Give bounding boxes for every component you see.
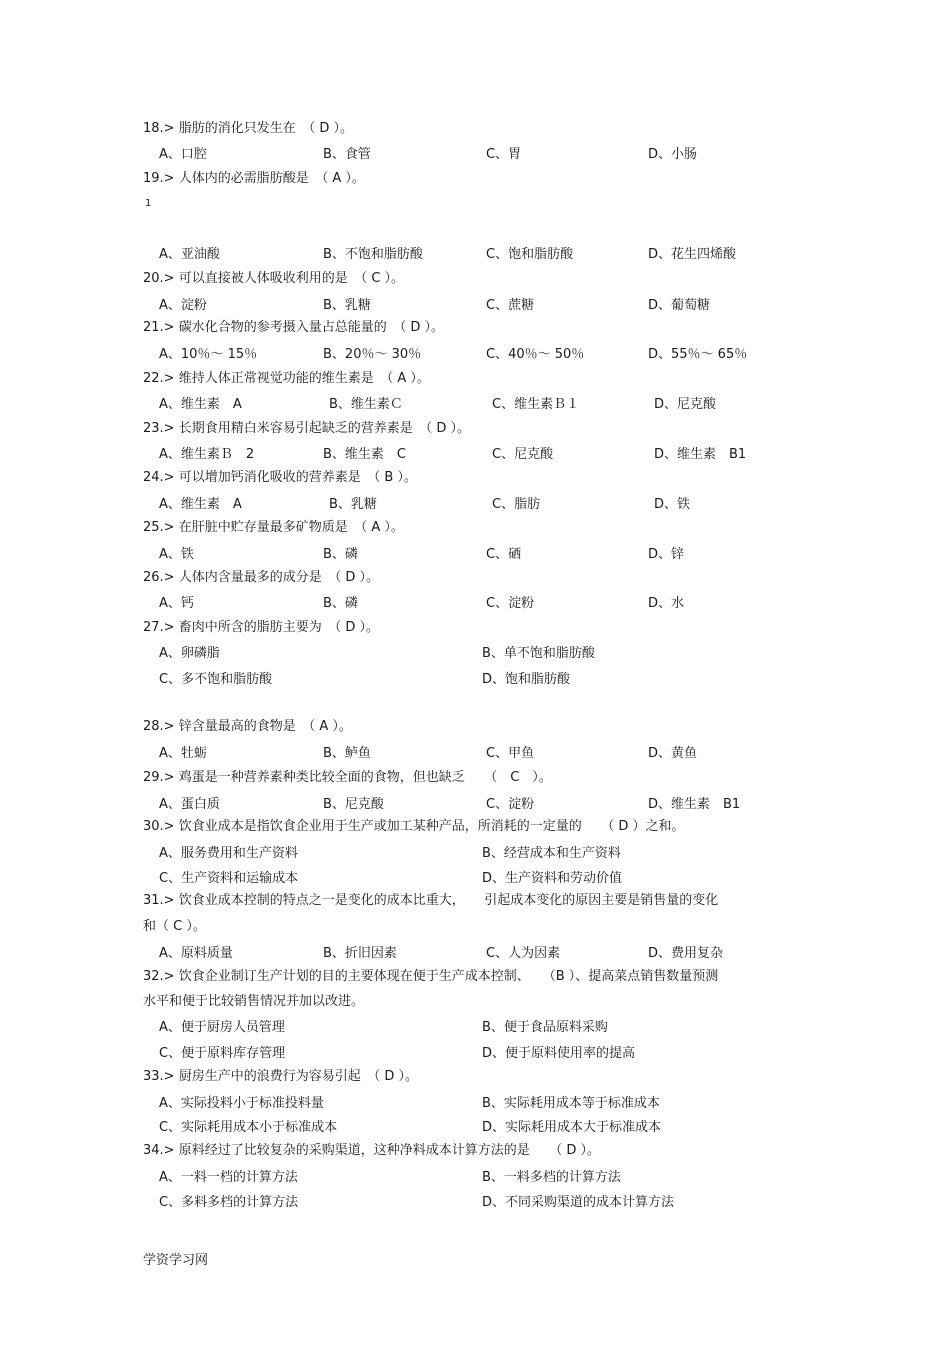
q32-option-a: A、便于厨房人员管理 (159, 1020, 285, 1035)
q30-option-b: B、经营成本和生产资料 (482, 846, 621, 861)
q31-option-c: C、人为因素 (486, 946, 561, 961)
question-27-stem: 27.> 畜肉中所含的脂肪主要为 （ D ）。 (143, 620, 379, 635)
q29-option-b: B、尼克酸 (323, 797, 384, 812)
q34-option-c: C、多料多档的计算方法 (159, 1195, 299, 1210)
q23-option-b: B、维生素 C (323, 447, 406, 462)
q31-option-b: B、折旧因素 (323, 946, 397, 961)
question-34-stem: 34.> 原料经过了比较复杂的采购渠道，这种净料成本计算方法的是 （ D ）。 (143, 1143, 600, 1158)
q20-option-c: C、蔗糖 (486, 298, 535, 313)
q27-option-c: C、多不饱和脂肪酸 (159, 672, 273, 687)
q26-option-d: D、水 (648, 596, 685, 611)
q23-option-c: C、尼克酸 (492, 447, 554, 462)
q22-option-d: D、尼克酸 (654, 397, 717, 412)
q33-option-b: B、实际耗用成本等于标准成本 (482, 1096, 660, 1111)
question-18-stem: 18.> 脂肪的消化只发生在 （ D ）。 (143, 121, 353, 136)
q26-option-b: B、磷 (323, 596, 358, 611)
q18-option-c: C、胃 (486, 147, 522, 162)
q25-option-a: A、铁 (159, 547, 194, 562)
q28-option-b: B、鲈鱼 (323, 746, 371, 761)
question-23-stem: 23.> 长期食用精白米容易引起缺乏的营养素是 （ D ）。 (143, 421, 470, 436)
q32-option-c: C、便于原料库存管理 (159, 1046, 286, 1061)
q24-option-b: B、乳糖 (329, 497, 377, 512)
q27-option-b: B、单不饱和脂肪酸 (482, 646, 595, 661)
q18-option-a: A、口腔 (159, 147, 207, 162)
q20-option-d: D、葡萄糖 (648, 298, 711, 313)
q29-option-d: D、维生素 B1 (648, 797, 741, 812)
q27-option-a: A、卵磷脂 (159, 646, 220, 661)
q21-option-b: B、20％～ 30％ (323, 347, 422, 362)
q32-option-d: D、便于原料使用率的提高 (482, 1046, 636, 1061)
q33-option-c: C、实际耗用成本小于标准成本 (159, 1120, 338, 1135)
q22-option-b: B、维生素Ｃ (329, 397, 403, 412)
question-32-stem: 32.> 饮食企业制订生产计划的目的主要体现在便于生产成本控制、 （B ）、提高菜点销售数量预测 (143, 969, 719, 984)
q18-option-b: B、食管 (323, 147, 371, 162)
q29-option-a: A、蛋白质 (159, 797, 220, 812)
q30-option-c: C、生产资料和运输成本 (159, 871, 299, 886)
question-19-stem: 19.> 人体内的必需脂肪酸是 （ A ）。 (143, 171, 365, 186)
question-29-stem: 29.> 鸡蛋是一种营养素种类比较全面的食物，但也缺乏 （ C ）。 (143, 770, 552, 785)
q32-option-b: B、便于食品原料采购 (482, 1020, 608, 1035)
q34-option-a: A、一料一档的计算方法 (159, 1170, 298, 1185)
q30-option-d: D、生产资料和劳动价值 (482, 871, 623, 886)
q24-option-d: D、铁 (654, 497, 691, 512)
q18-option-d: D、小肠 (648, 147, 698, 162)
q24-option-c: C、脂肪 (492, 497, 541, 512)
question-30-stem: 30.> 饮食业成本是指饮食企业用于生产或加工某种产品，所消耗的一定量的 （ D ）之和。 (143, 819, 685, 834)
question-22-stem: 22.> 维持人体正常视觉功能的维生素是 （ A ）。 (143, 371, 430, 386)
q33-option-a: A、实际投料小于标准投料量 (159, 1096, 324, 1111)
footer-text: 学资学习网 (143, 1253, 209, 1268)
q33-option-d: D、实际耗用成本大于标准成本 (482, 1120, 662, 1135)
q25-option-d: D、锌 (648, 547, 685, 562)
q22-option-a: A、维生素 A (159, 397, 242, 412)
question-20-stem: 20.> 可以直接被人体吸收利用的是 （ C ）。 (143, 271, 405, 286)
question-32-continuation: 水平和便于比较销售情况并加以改进。 (143, 994, 365, 1009)
question-21-stem: 21.> 碳水化合物的参考摄入量占总能量的 （ D ）。 (143, 320, 444, 335)
q26-option-c: C、淀粉 (486, 596, 535, 611)
question-33-stem: 33.> 厨房生产中的浪费行为容易引起 （ D ）。 (143, 1069, 418, 1084)
question-25-stem: 25.> 在肝脏中贮存量最多矿物质是 （ A ）。 (143, 520, 404, 535)
q25-option-b: B、磷 (323, 547, 358, 562)
q21-option-c: C、40％～ 50％ (486, 347, 585, 362)
question-31-continuation: 和（ C ）。 (143, 919, 206, 934)
question-26-stem: 26.> 人体内含量最多的成分是 （ D ）。 (143, 570, 379, 585)
q19-option-a: A、亚油酸 (159, 247, 220, 262)
q21-option-a: A、10％～ 15％ (159, 347, 258, 362)
question-24-stem: 24.> 可以增加钙消化吸收的营养素是 （ B ）。 (143, 470, 417, 485)
q28-option-a: A、牡蛎 (159, 746, 207, 761)
q21-option-d: D、55％～ 65％ (648, 347, 748, 362)
q24-option-a: A、维生素 A (159, 497, 242, 512)
q34-option-b: B、一料多档的计算方法 (482, 1170, 621, 1185)
question-28-stem: 28.> 锌含量最高的食物是 （ A ）。 (143, 719, 352, 734)
q20-option-b: B、乳糖 (323, 298, 371, 313)
q31-option-a: A、原料质量 (159, 946, 233, 961)
q28-option-d: D、黄鱼 (648, 746, 698, 761)
q19-option-b: B、不饱和脂肪酸 (323, 247, 423, 262)
q31-option-d: D、费用复杂 (648, 946, 724, 961)
q23-option-d: D、维生素 B1 (654, 447, 747, 462)
q27-option-d: D、饱和脂肪酸 (482, 672, 571, 687)
page-number: 1 (145, 198, 152, 209)
q29-option-c: C、淀粉 (486, 797, 535, 812)
q22-option-c: C、维生素Ｂ１ (492, 397, 580, 412)
q30-option-a: A、服务费用和生产资料 (159, 846, 298, 861)
q34-option-d: D、不同采购渠道的成本计算方法 (482, 1195, 675, 1210)
q28-option-c: C、甲鱼 (486, 746, 535, 761)
q19-option-c: C、饱和脂肪酸 (486, 247, 574, 262)
q19-option-d: D、花生四烯酸 (648, 247, 737, 262)
q25-option-c: C、硒 (486, 547, 522, 562)
q23-option-a: A、维生素Ｂ 2 (159, 447, 255, 462)
q26-option-a: A、钙 (159, 596, 194, 611)
q20-option-a: A、淀粉 (159, 298, 207, 313)
question-31-stem: 31.> 饮食业成本控制的特点之一是变化的成本比重大， 引起成本变化的原因主要是销售量的变化 (143, 893, 719, 908)
